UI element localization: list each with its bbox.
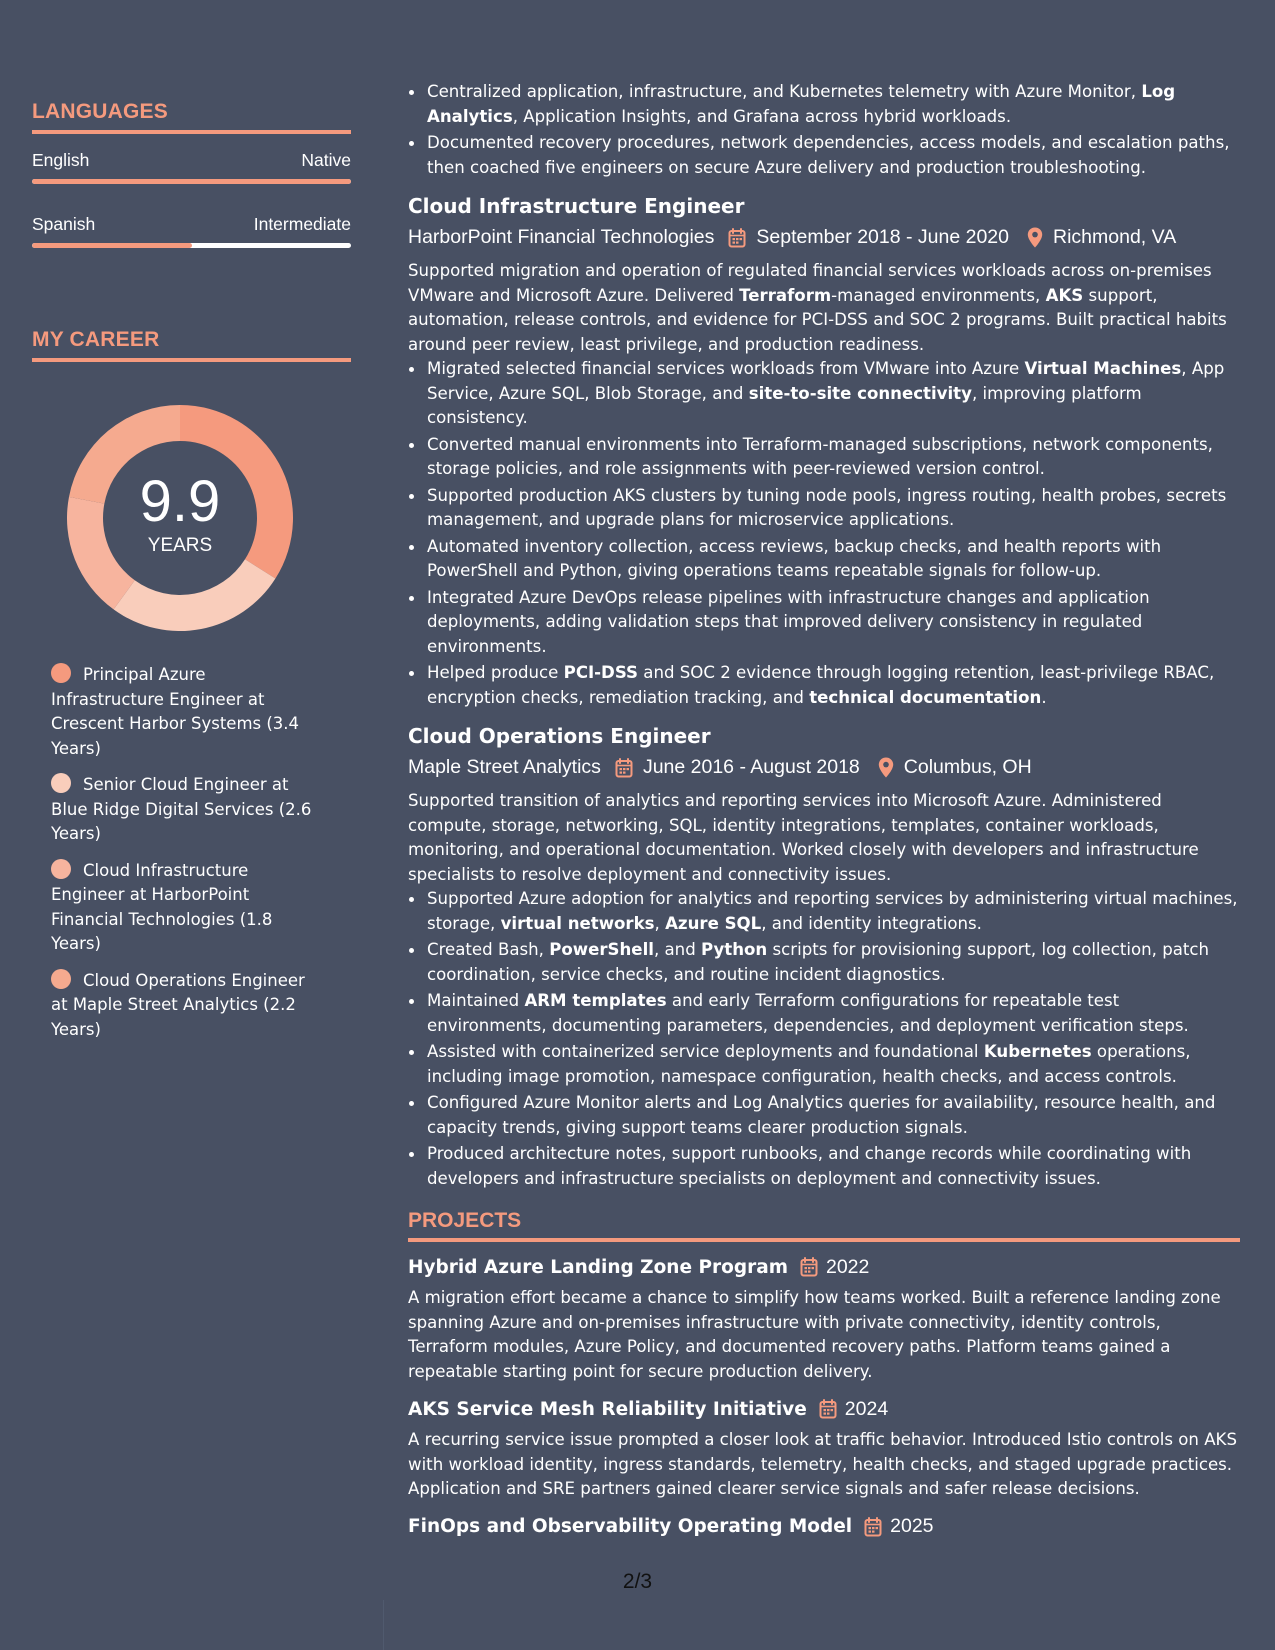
text-run: . — [1041, 687, 1047, 707]
legend-label: Cloud Operations Engineer at Maple Street Analytics (2.2 Years) — [51, 970, 305, 1039]
job-entry — [408, 192, 1240, 710]
text-run: Helped produce — [427, 663, 564, 682]
bullet-item — [408, 357, 1240, 431]
previous-job-bullets — [408, 80, 1240, 180]
project-entry — [408, 1254, 1240, 1384]
text-run: Documented recovery procedures, network dependencies, access models, and escalation paths, then coached five engineers on secure Azure delivery and production troubleshooting. — [427, 133, 1230, 177]
text-run: , and identity integrations. — [761, 913, 982, 933]
company-name: Maple Street Analytics — [408, 756, 601, 778]
legend-dot — [51, 773, 71, 793]
bullet-item — [408, 586, 1240, 660]
bullet-item — [408, 661, 1240, 710]
job-summary — [408, 259, 1240, 357]
career-total-value: 9.9 — [139, 469, 221, 534]
text-run: , App Service, Azure SQL, Blob Storage, and — [427, 359, 1225, 403]
text-run: and early Terraform configurations for repeatable test environments, documenting parameters, dependencies, and deployment verification steps. — [427, 991, 1189, 1035]
language-name: Spanish — [32, 214, 96, 234]
job-location: Columbus, OH — [903, 756, 1032, 778]
legend-label: Senior Cloud Engineer at Blue Ridge Digital Services (2.6 Years) — [51, 775, 312, 843]
project-title: FinOps and Observability Operating Model — [408, 1516, 853, 1537]
project-year: 2024 — [844, 1397, 889, 1420]
bold-text: Kubernetes — [983, 1042, 1092, 1061]
text-run: Created Bash, — [427, 940, 550, 959]
text-run: scripts for provisioning support, log collection, patch coordination, service checks, and routine incident diagnostics. — [427, 940, 1210, 984]
bold-text: Terraform — [739, 285, 832, 305]
job-meta — [408, 224, 1240, 251]
career-legend-item — [51, 663, 321, 761]
bold-text: PowerShell — [549, 940, 654, 959]
bullet-item — [408, 131, 1240, 180]
bold-text: Log Analytics — [427, 82, 1176, 126]
language-proficiency-bar — [32, 179, 351, 184]
career-donut-chart — [67, 405, 293, 631]
calendar-icon — [800, 1257, 818, 1277]
text-run: Supported production AKS clusters by tuning node pools, ingress routing, health probes, secrets management, and upgrade plans for microservice applications. — [427, 485, 1227, 529]
language-proficiency-fill — [32, 179, 351, 184]
projects-list — [408, 1254, 1240, 1540]
project-title: Hybrid Azure Landing Zone Program — [408, 1256, 788, 1278]
bullet-item — [408, 887, 1240, 936]
legend-label: Principal Azure Infrastructure Engineer at Crescent Harbor Systems (3.4 Years) — [51, 665, 300, 758]
job-entry — [408, 722, 1240, 1191]
text-run: operations, including image promotion, namespace configuration, health checks, and access controls. — [427, 1042, 1191, 1086]
bullet-item — [408, 1040, 1240, 1089]
bold-text: ARM templates — [524, 991, 667, 1010]
bullet-item — [408, 484, 1240, 533]
bullet-item — [408, 433, 1240, 482]
project-title: AKS Service Mesh Reliability Initiative — [408, 1398, 807, 1420]
text-run: Migrated selected financial services workloads from VMware into Azure — [427, 359, 1025, 378]
column-divider — [383, 1600, 384, 1650]
language-proficiency-bar — [32, 243, 351, 248]
text-run: Converted manual environments into Terraform-managed subscriptions, network components, storage policies, and role assignments with peer-reviewed version control. — [427, 434, 1213, 478]
career-legend — [51, 663, 321, 1042]
text-run: , Application Insights, and Grafana across hybrid workloads. — [512, 106, 1012, 126]
main-content — [408, 80, 1240, 1540]
job-dates: September 2018 - June 2020 — [756, 226, 1010, 248]
text-run: Configured Azure Monitor alerts and Log Analytics queries for availability, resource health, and capacity trends, giving support teams clearer production signals. — [427, 1093, 1216, 1137]
bold-text: PCI-DSS — [563, 663, 638, 682]
legend-dot — [51, 969, 71, 989]
project-description: A migration effort became a chance to simplify how teams worked. Built a reference landing zone spanning Azure and on-premises infrastructure with private connectivity, identity controls, Terraform modules, Azure Policy, and documented recovery paths. Platform teams gained a repeatable starting point for secure production delivery. — [408, 1288, 1221, 1381]
bold-text: AKS — [1045, 285, 1084, 305]
text-run: Produced architecture notes, support runbooks, and change records while coordinating with developers and infrastructure specialists on deployment and connectivity issues. — [427, 1144, 1192, 1188]
text-run: Integrated Azure DevOps release pipelines with infrastructure changes and application deployments, adding validation steps that improved delivery consistency in regulated environments. — [427, 587, 1150, 656]
job-title: Cloud Operations Engineer — [408, 724, 711, 748]
calendar-icon — [728, 228, 746, 248]
bullet-item — [408, 1142, 1240, 1191]
legend-dot — [51, 663, 71, 683]
project-header — [408, 1514, 1240, 1540]
job-bullets — [408, 357, 1240, 710]
sidebar — [32, 100, 351, 1054]
bold-text: Python — [701, 940, 768, 959]
project-header — [408, 1396, 1240, 1422]
calendar-icon — [819, 1399, 837, 1419]
project-description: A recurring service issue prompted a closer look at traffic behavior. Introduced Istio controls on AKS with workload identity, ingress standards, telemetry, health checks, and staged upgrade practices. Application and SRE partners gained clearer service signals and safer release decisions. — [408, 1430, 1237, 1498]
language-item — [32, 150, 351, 184]
text-run: , — [654, 913, 666, 933]
text-run: -managed environments, — [831, 285, 1046, 305]
career-legend-item — [51, 859, 321, 957]
language-proficiency-fill — [32, 243, 192, 248]
projects-heading: PROJECTS — [408, 1209, 1240, 1242]
text-run: , improving platform consistency. — [427, 383, 1142, 427]
job-meta — [408, 754, 1240, 781]
job-location: Richmond, VA — [1053, 226, 1177, 248]
text-run: Supported transition of analytics and reporting services into Microsoft Azure. Administered compute, storage, networking, SQL, identity integrations, templates, container workloads, monitoring, and operational documentation. Worked closely with developers and infrastructure specialists to resolve deployment and connectivity issues. — [408, 791, 1199, 884]
languages-heading: LANGUAGES — [32, 100, 351, 134]
job-summary — [408, 789, 1240, 887]
bold-text: Azure SQL — [665, 913, 762, 933]
legend-label: Cloud Infrastructure Engineer at HarborPoint Financial Technologies (1.8 Years) — [51, 860, 273, 953]
text-run: Supported Azure adoption for analytics and reporting services by administering virtual machines, storage, — [427, 889, 1238, 933]
text-run: support, automation, release controls, and evidence for PCI-DSS and SOC 2 programs. Built practical habits around peer review, least privilege, and production readiness. — [408, 285, 1227, 354]
bold-text: Virtual Machines — [1024, 359, 1182, 378]
project-year: 2022 — [825, 1255, 870, 1278]
company-name: HarborPoint Financial Technologies — [408, 226, 715, 248]
career-legend-item — [51, 773, 321, 847]
bullet-item — [408, 989, 1240, 1038]
bullet-item — [408, 80, 1240, 129]
bold-text: technical documentation — [809, 687, 1042, 707]
location-pin-icon — [878, 757, 894, 778]
project-entry — [408, 1514, 1240, 1540]
legend-dot — [51, 859, 71, 879]
language-level: Native — [301, 150, 351, 170]
project-year: 2025 — [890, 1515, 934, 1537]
career-legend-item — [51, 969, 321, 1043]
career-total-unit: YEARS — [147, 535, 213, 556]
text-run: and SOC 2 evidence through logging retention, least-privilege RBAC, encryption checks, remediation tracking, and — [427, 663, 1215, 707]
text-run: Supported migration and operation of regulated financial services workloads across on-premises VMware and Microsoft Azure. Delivered — [408, 261, 1212, 305]
text-run: , and — [653, 940, 701, 959]
bullet-item — [408, 1091, 1240, 1140]
job-title: Cloud Infrastructure Engineer — [408, 194, 745, 218]
project-entry — [408, 1396, 1240, 1502]
calendar-icon — [864, 1517, 882, 1537]
text-run: Maintained — [427, 991, 525, 1010]
project-header — [408, 1254, 1240, 1280]
job-dates: June 2016 - August 2018 — [642, 756, 860, 778]
career-heading: MY CAREER — [32, 328, 351, 362]
calendar-icon — [615, 758, 633, 778]
bullet-item — [408, 938, 1240, 987]
job-bullets — [408, 887, 1240, 1191]
language-level: Intermediate — [253, 214, 351, 234]
bold-text: virtual networks — [500, 913, 655, 933]
bold-text: site-to-site connectivity — [748, 383, 972, 403]
language-name: English — [32, 150, 90, 170]
experience-list — [408, 192, 1240, 1191]
page-number: 2/3 — [622, 1570, 653, 1593]
location-pin-icon — [1027, 227, 1043, 248]
text-run: Assisted with containerized service deployments and foundational — [427, 1042, 984, 1061]
text-run: Centralized application, infrastructure, and Kubernetes telemetry with Azure Monitor, — [427, 82, 1142, 101]
language-item — [32, 214, 351, 248]
bullet-item — [408, 535, 1240, 584]
text-run: Automated inventory collection, access reviews, backup checks, and health reports with PowerShell and Python, giving operations teams repeatable signals for follow-up. — [427, 536, 1162, 580]
